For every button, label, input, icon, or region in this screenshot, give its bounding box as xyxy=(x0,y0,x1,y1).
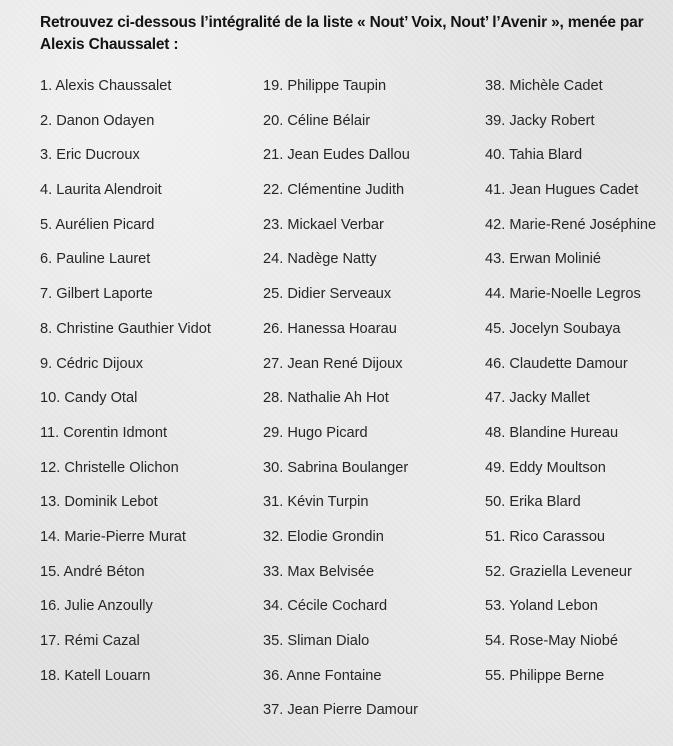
candidate-item: 17. Rémi Cazal xyxy=(40,633,140,649)
candidate-item: 13. Dominik Lebot xyxy=(40,494,158,511)
candidate-item: 41. Jean Hugues Cadet xyxy=(485,182,639,199)
candidate-item: 29. Hugo Picard xyxy=(263,424,368,441)
candidate-item: 5. Aurélien Picard xyxy=(40,216,155,233)
candidate-item: 2. Danon Odayen xyxy=(40,112,155,129)
candidate-item: 4. Laurita Alendroit xyxy=(40,182,162,199)
candidate-item: 28. Nathalie Ah Hot xyxy=(263,390,389,407)
candidate-item: 49. Eddy Moultson xyxy=(485,459,606,476)
candidate-item: 36. Anne Fontaine xyxy=(263,667,382,684)
candidate-item: 53. Yoland Lebon xyxy=(485,598,598,615)
candidate-item: 24. Nadège Natty xyxy=(263,251,377,268)
candidate-item: 7. Gilbert Laporte xyxy=(40,286,153,303)
candidate-item: 50. Erika Blard xyxy=(485,494,581,511)
candidate-item: 37. Jean Pierre Damour xyxy=(263,702,418,719)
candidate-item: 9. Cédric Dijoux xyxy=(40,355,144,372)
candidate-item: 44. Marie-Noelle Legros xyxy=(485,286,641,303)
candidate-item: 52. Graziella Leveneur xyxy=(485,563,632,580)
candidate-item: 25. Didier Serveaux xyxy=(263,286,392,303)
candidate-item: 40. Tahia Blard xyxy=(485,147,583,164)
candidate-item: 27. Jean René Dijoux xyxy=(263,355,403,372)
candidate-item: 35. Sliman Dialo xyxy=(263,633,370,649)
candidate-item: 3. Eric Ducroux xyxy=(40,147,140,164)
candidate-item: 31. Kévin Turpin xyxy=(263,494,369,511)
candidate-item: 1. Alexis Chaussalet xyxy=(40,78,172,94)
candidate-item: 30. Sabrina Boulanger xyxy=(263,459,409,476)
candidate-item: 11. Corentin Idmont xyxy=(40,424,168,441)
candidate-item: 42. Marie-René Joséphine xyxy=(485,216,657,233)
candidate-item: 46. Claudette Damour xyxy=(485,355,628,372)
intro-heading: Retrouvez ci-dessous l’intégralité de la liste « Nout’ Voix, Nout’ l’Avenir », menée par Alexis Chaussalet : xyxy=(40,14,644,53)
candidate-item: 32. Elodie Grondin xyxy=(263,528,384,545)
candidate-item: 15. André Béton xyxy=(40,563,145,580)
candidate-item: 6. Pauline Lauret xyxy=(40,251,151,268)
candidate-item: 39. Jacky Robert xyxy=(485,112,595,129)
candidate-item: 48. Blandine Hureau xyxy=(485,424,619,441)
candidate-item: 14. Marie-Pierre Murat xyxy=(40,528,186,545)
candidate-item: 22. Clémentine Judith xyxy=(263,182,405,199)
candidate-item: 38. Michèle Cadet xyxy=(485,78,603,94)
candidate-column-1 xyxy=(40,76,228,700)
candidate-item: 10. Candy Otal xyxy=(40,390,138,407)
candidate-item: 8. Christine Gauthier Vidot xyxy=(40,320,211,337)
candidate-item: 19. Philippe Taupin xyxy=(263,78,387,94)
candidate-item: 26. Hanessa Hoarau xyxy=(263,320,397,337)
candidate-item: 45. Jocelyn Soubaya xyxy=(485,320,621,337)
candidate-item: 55. Philippe Berne xyxy=(485,667,605,684)
candidate-item: 12. Christelle Olichon xyxy=(40,459,179,476)
candidate-item: 34. Cécile Cochard xyxy=(263,598,388,615)
candidate-item: 51. Rico Carassou xyxy=(485,528,606,545)
candidate-item: 18. Katell Louarn xyxy=(40,667,151,684)
candidate-item: 20. Céline Bélair xyxy=(263,112,371,129)
candidate-item: 54. Rose-May Niobé xyxy=(485,633,619,649)
candidate-item: 47. Jacky Mallet xyxy=(485,390,590,407)
candidate-item: 21. Jean Eudes Dallou xyxy=(263,147,410,164)
candidate-item: 43. Erwan Molinié xyxy=(485,251,601,268)
candidate-column-3 xyxy=(485,76,665,700)
candidate-item: 33. Max Belvisée xyxy=(263,563,375,580)
candidate-column-2 xyxy=(263,76,463,735)
candidate-item: 16. Julie Anzoully xyxy=(40,598,153,615)
candidate-item: 23. Mickael Verbar xyxy=(263,216,384,233)
